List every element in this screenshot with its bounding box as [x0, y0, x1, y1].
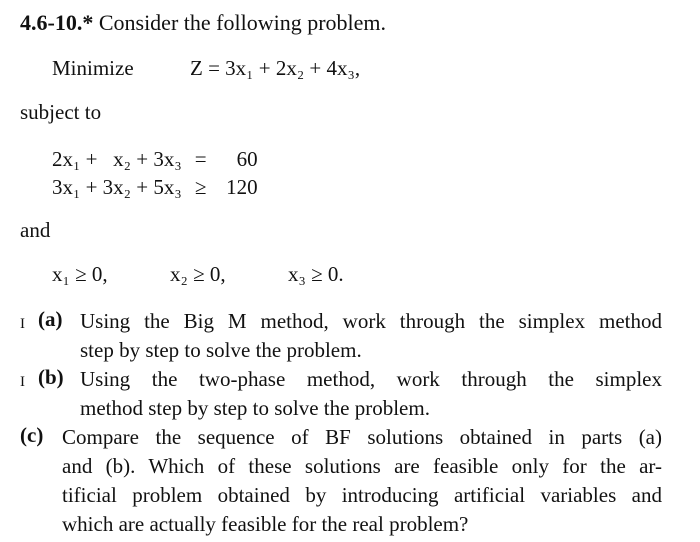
part-c-line: which are actually feasible for the real problem? — [62, 512, 469, 536]
part-b-marker: I — [20, 374, 25, 390]
part-c-line: and (b). Which of these solutions are feasible only for the ar- — [62, 454, 662, 478]
objective-expression: Z = 3x₁ + 2x₂ + 4x₃, — [190, 56, 361, 80]
part-a-marker: I — [20, 316, 25, 332]
part-b-label: (b) — [38, 365, 64, 389]
constraint-row — [52, 173, 258, 201]
nonneg-x2: x₂ ≥ 0, — [170, 262, 226, 286]
constraint-lhs: 3x₁ + 3x₂ + 5x₃ — [52, 174, 182, 199]
nonneg-x3: x₃ ≥ 0. — [288, 262, 344, 286]
constraint-lhs: 2x₁ + x₂ + 3x₃ — [52, 146, 182, 171]
constraint-rhs: 60 — [236, 146, 258, 171]
constraints-table — [52, 145, 258, 201]
part-a-label: (a) — [38, 307, 63, 331]
problem-number: 4.6-10.* — [20, 10, 94, 35]
part-b-line: Using the two-phase method, work through the simplex — [80, 367, 662, 391]
objective-keyword: Minimize — [52, 56, 134, 80]
part-a-text — [80, 307, 662, 365]
part-a-line: Using the Big M method, work through the simplex method — [80, 309, 662, 333]
subject-to-label: subject to — [20, 100, 102, 124]
nonneg-x1: x₁ ≥ 0, — [52, 262, 108, 286]
part-c-text — [62, 423, 662, 539]
problem-intro: Consider the following problem. — [98, 10, 387, 35]
constraint-row — [52, 145, 258, 173]
part-a-line: step by step to solve the problem. — [80, 338, 362, 362]
part-c-line: Compare the sequence of BF solutions obtained in parts (a) — [62, 425, 662, 449]
problem-header — [20, 10, 386, 36]
part-b-line: method step by step to solve the problem. — [80, 396, 430, 420]
constraint-rhs: 120 — [226, 174, 258, 199]
constraint-relation: = — [194, 146, 207, 171]
part-b-text — [80, 365, 662, 423]
part-c-label: (c) — [20, 423, 44, 447]
part-c-line: tificial problem obtained by introducing artificial variables and — [62, 483, 662, 507]
and-label: and — [20, 218, 51, 242]
constraint-relation: ≥ — [194, 174, 207, 199]
